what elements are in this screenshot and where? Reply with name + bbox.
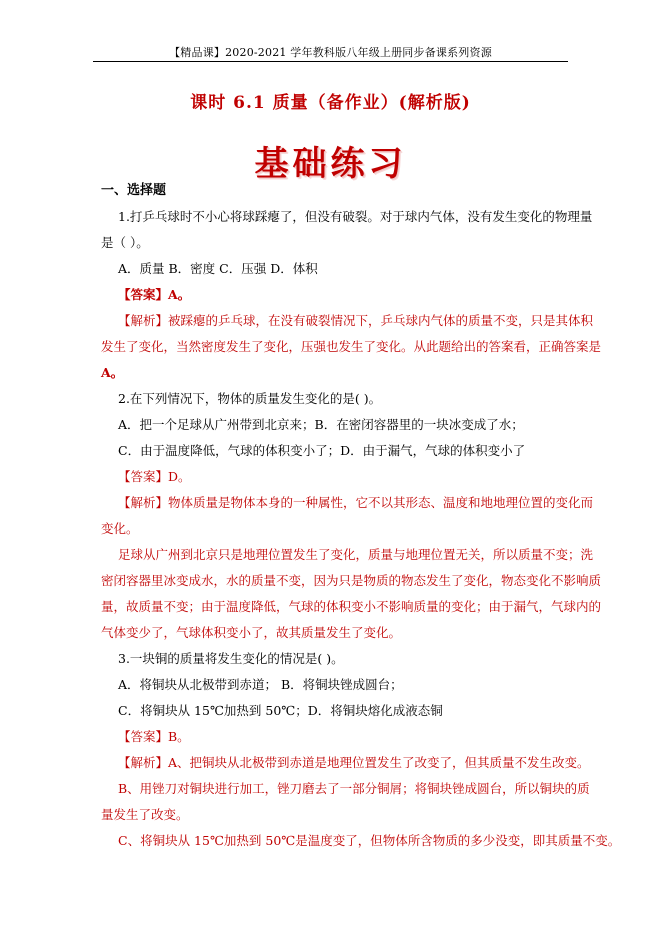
question-1-options: A．质量 B．密度 C．压强 D．体积 <box>118 261 318 276</box>
question-2-analysis-cont: 变化。 <box>101 521 139 536</box>
question-3-answer: 【答案】B。 <box>118 729 190 744</box>
question-1-analysis: 【解析】被踩瘪的乒乓球，在没有破裂情况下，乒乓球内气体的质量不变，只是其体积 <box>118 313 594 328</box>
question-3-options-cd: C．将铜块从 15℃加热到 50℃；D．将铜块熔化成液态铜 <box>118 703 443 718</box>
question-1-stem-cont: 是（ ）。 <box>101 235 149 250</box>
question-1-analysis-end: A。 <box>101 365 124 380</box>
question-1-stem: 1.打乒乓球时不小心将球踩瘪了，但没有破裂。对于球内气体，没有发生变化的物理量 <box>118 209 593 224</box>
question-2-stem: 2.在下列情况下，物体的质量发生变化的是( )。 <box>118 391 382 406</box>
question-2-answer: 【答案】D。 <box>118 469 191 484</box>
question-2-analysis-para: 足球从广州到北京只是地理位置发生了变化，质量与地理位置无关，所以质量不变；洗 <box>118 547 594 562</box>
question-3-analysis: 【解析】A、把铜块从北极带到赤道是地理位置发生了改变了，但其质量不发生改变。 <box>118 755 590 770</box>
question-2-analysis-para-end: 气体变少了，气球体积变小了，故其质量发生了变化。 <box>101 625 402 640</box>
question-3-analysis-b: B、用锉刀对铜块进行加工，锉刀磨去了一部分铜屑；将铜块锉成圆台，所以铜块的质 <box>118 781 590 796</box>
question-3-stem: 3.一块铜的质量将发生变化的情况是( )。 <box>118 651 344 666</box>
question-2-analysis: 【解析】物体质量是物体本身的一种属性，它不以其形态、温度和地地理位置的变化而 <box>118 495 594 510</box>
question-3-analysis-c: C、将铜块从 15℃加热到 50℃是温度变了，但物体所含物质的多少没变，即其质量不变。 <box>118 833 621 848</box>
section-banner-title: 基础练习 <box>254 144 407 184</box>
question-1-analysis-cont: 发生了变化，当然密度发生了变化，压强也发生了变化。从此题给出的答案看，正确答案是 <box>101 339 602 354</box>
header-divider <box>93 61 568 62</box>
lesson-title: 课时 6.1 质量（备作业）(解析版) <box>190 93 471 113</box>
question-3-analysis-b-cont: 量发生了改变。 <box>101 807 189 822</box>
question-2-analysis-para-cont: 量，故质量不变；由于温度降低，气球的体积变小不影响质量的变化；由于漏气，气球内的 <box>101 599 602 614</box>
question-2-options-ab: A．把一个足球从广州带到北京来；B．在密闭容器里的一块冰变成了水； <box>118 417 524 432</box>
question-2-options-cd: C．由于温度降低，气球的体积变小了；D．由于漏气，气球的体积变小了 <box>118 443 526 458</box>
question-1-answer: 【答案】A。 <box>118 287 191 302</box>
page-header: 【精品课】2020-2021 学年教科版八年级上册同步备课系列资源 <box>169 46 492 59</box>
question-3-options-ab: A．将铜块从北极带到赤道； B．将铜块锉成圆台； <box>118 677 403 692</box>
section-heading: 一、选择题 <box>101 183 167 198</box>
question-2-analysis-para-cont: 密闭容器里冰变成水，水的质量不变，因为只是物质的物态发生了变化，物态变化不影响质 <box>101 573 602 588</box>
document-body <box>101 178 621 854</box>
